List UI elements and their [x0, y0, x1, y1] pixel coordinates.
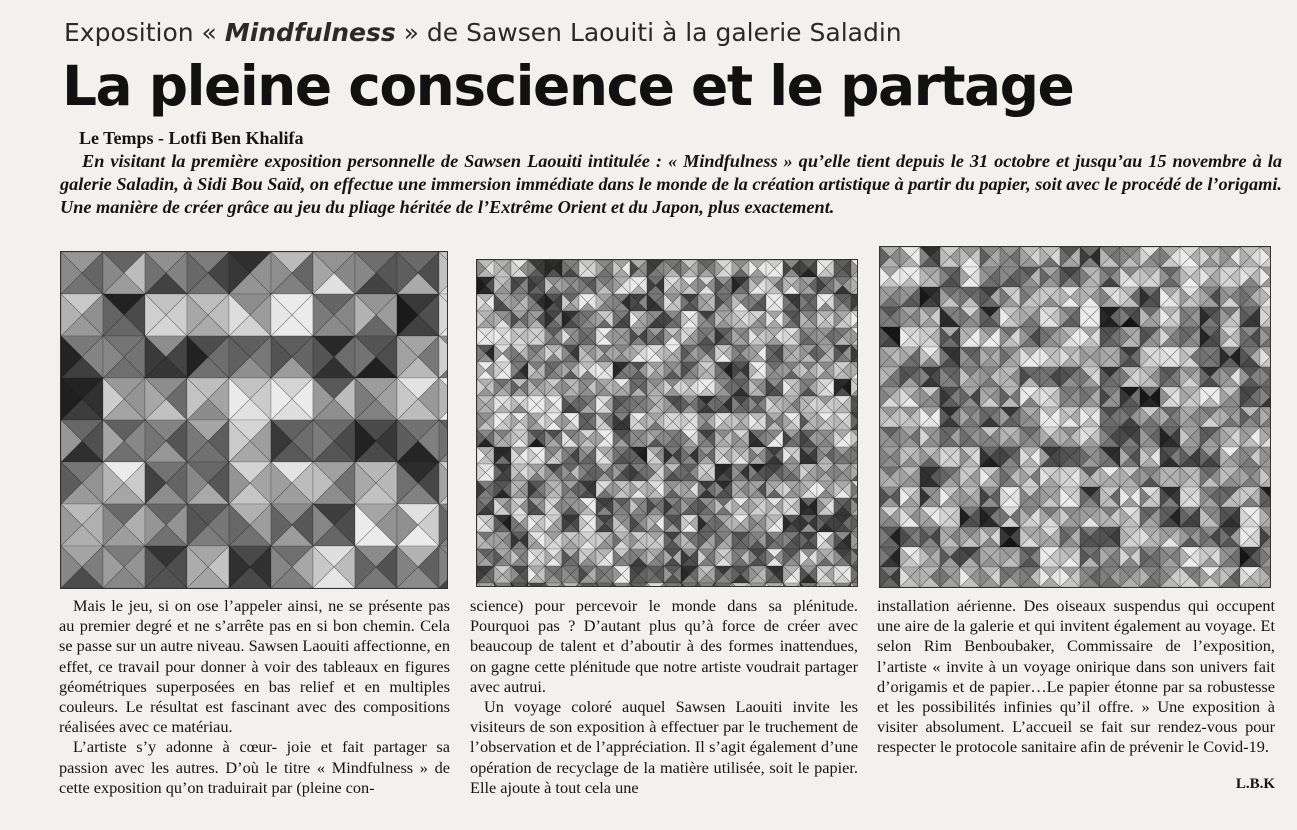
article-headline: La pleine conscience et le partage: [62, 54, 1074, 118]
column-3-paragraph-1: installation aérienne. Des oiseaux suspendus qui occupent une aire de la galerie et qui invitent également au voyage. Et selon Rim Benboubaker, Commissaire de l’exposition, l’artiste « invite à un voyage onirique dans son univers fait d’origamis et de papier…Le papier étonne par sa robustesse et les possibilités infinies qu’il offre. » Une exposition à visiter absolument. L’accueil se fait sur rendez-vous pour respecter le protocole sanitaire afin de prévenir le Covid-19.: [877, 596, 1275, 757]
column-1-paragraph-2: L’artiste s’y adonne à cœur- joie et fait partager sa passion avec les autres. D’où le titre « Mindfulness » de cette exposition qu’on traduirait par (pleine con-: [59, 737, 450, 797]
origami-pattern-3: [880, 247, 1270, 587]
kicker-after: » de Sawsen Laouiti à la galerie Saladin: [395, 18, 902, 47]
kicker-exhibition-title: Mindfulness: [224, 18, 396, 47]
kicker-before: Exposition «: [64, 18, 225, 47]
article-lede: En visitant la première exposition personnelle de Sawsen Laouiti intitulée : « Mindfulness » qu’elle tient depuis le 31 octobre et jusqu’au 15 novembre à la galerie Saladin, à Sidi Bou Saïd, on effectue une immersion immédiate dans le monde de la création artistique à partir du papier, soit avec le procédé de l’origami. Une manière de créer grâce au jeu du pliage héritée de l’Extrême Orient et du Japon, plus exactement.: [60, 151, 1282, 217]
origami-artwork-photo-3: [879, 246, 1271, 588]
article-column-1: [59, 596, 450, 798]
article-column-2: [470, 596, 858, 798]
origami-artwork-photo-1: [60, 251, 448, 589]
column-2-paragraph-2: Un voyage coloré auquel Sawsen Laouiti invite les visiteurs de son exposition à effectuer par le truchement de l’observation et de l’appréciation. Il s’agit également d’une opération de recyclage de la matière utilisée, soit le papier. Elle ajoute à tout cela une: [470, 697, 858, 797]
origami-pattern-1: [61, 252, 447, 588]
origami-artwork-photo-2: [476, 259, 858, 587]
origami-pattern-2: [477, 260, 857, 586]
column-2-paragraph-1: science) pour percevoir le monde dans sa plénitude. Pourquoi pas ? D’autant plus qu’à force de créer avec beaucoup de talent et d’aboutir à des formes inattendues, on gagne cette plénitude que notre artiste voudrait partager avec autrui.: [470, 596, 858, 696]
article-kicker: [64, 18, 902, 47]
column-1-paragraph-1: Mais le jeu, si on ose l’appeler ainsi, ne se présente pas au premier degré et ne s’arrête pas en si bon chemin. Cela se passe sur un autre niveau. Sawsen Laouiti affectionne, en effet, ce travail pour donner à voir des tableaux en figures géométriques superposées en bas relief et en multiples couleurs. Le résultat est fascinant avec des compositions réalisées avec ce matériau.: [59, 596, 450, 737]
article-signature: L.B.K: [1235, 776, 1275, 792]
article-byline: Le Temps - Lotfi Ben Khalifa: [79, 128, 304, 148]
article-column-3: [877, 596, 1275, 758]
